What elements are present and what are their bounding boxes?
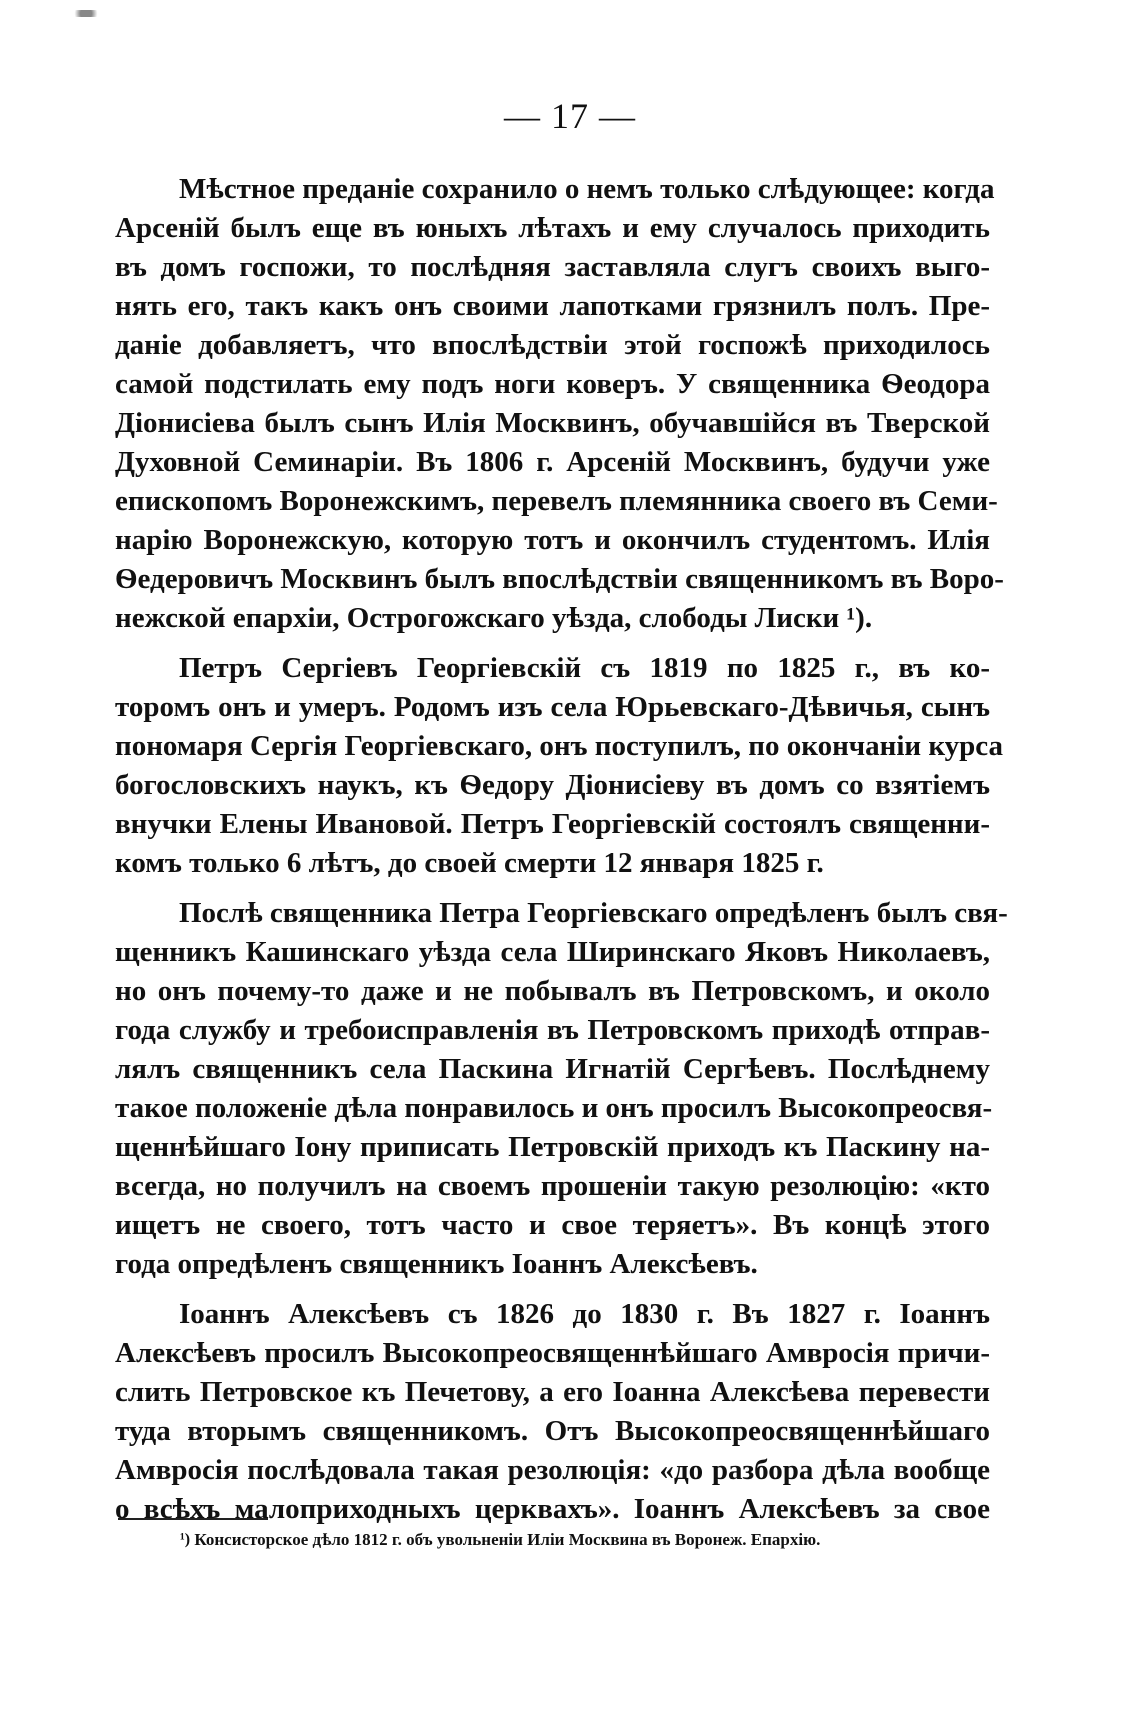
text-line: внучки Елены Ивановой. Петръ Георгіевскій состоялъ священни-	[115, 808, 990, 840]
text-line: года службу и требоисправленія въ Петровскомъ приходѣ отправ-	[115, 1014, 990, 1046]
print-speck	[70, 10, 102, 17]
text-line: Духовной Семинаріи. Въ 1806 г. Арсеній Москвинъ, будучи уже	[115, 446, 990, 478]
text-line: года опредѣленъ священникъ Іоаннъ Алексѣевъ.	[115, 1248, 758, 1280]
paragraph	[115, 649, 1004, 883]
text-line: ищетъ не своего, тотъ часто и свое теряетъ». Въ концѣ этого	[115, 1209, 990, 1241]
text-line: но онъ почему-то даже и не побывалъ въ Петровскомъ, и около	[115, 975, 990, 1007]
footnote	[180, 1528, 980, 1552]
text-line: самой подстилать ему подъ ноги коверъ. У священника Ѳеодора	[115, 368, 990, 400]
text-line: богословскихъ наукъ, къ Ѳедору Діонисіеву въ домъ со взятіемъ	[115, 769, 990, 801]
text-line: Петръ Сергіевъ Георгіевскій съ 1819 по 1825 г., въ ко-	[179, 652, 990, 684]
text-line: туда вторымъ священникомъ. Отъ Высокопреосвященнѣйшаго	[115, 1415, 990, 1447]
text-line: Мѣстное преданіе сохранило о немъ только слѣдующее: когда	[179, 173, 995, 205]
paragraph	[115, 1295, 990, 1529]
text-line: нять его, такъ какъ онъ своими лапотками грязнилъ полъ. Пре-	[115, 290, 990, 322]
text-line: всегда, но получилъ на своемъ прошеніи такую резолюцію: «кто	[115, 1170, 990, 1202]
text-line: Арсеній былъ еще въ юныхъ лѣтахъ и ему случалось приходить	[115, 212, 990, 244]
text-line: Іоаннъ Алексѣевъ съ 1826 до 1830 г. Въ 1827 г. Іоаннъ	[179, 1298, 990, 1330]
paragraph	[115, 170, 1004, 638]
text-line: о всѣхъ малоприходныхъ церквахъ». Іоаннъ Алексѣевъ за свое	[115, 1493, 990, 1525]
body-text	[115, 170, 1008, 1540]
paragraph	[115, 894, 1008, 1284]
text-line: Ѳедеровичъ Москвинъ былъ впослѣдствіи священникомъ въ Воро-	[115, 563, 1004, 595]
text-line: епископомъ Воронежскимъ, перевелъ племянника своего въ Семи-	[115, 485, 998, 517]
text-line: щенникъ Кашинскаго уѣзда села Ширинскаго Яковъ Николаевъ,	[115, 936, 990, 968]
text-line: нарію Воронежскую, которую тотъ и окончилъ студентомъ. Илія	[115, 524, 990, 556]
text-line: нежской епархіи, Острогожскаго уѣзда, слободы Лиски ¹).	[115, 602, 873, 634]
text-line: слить Петровское къ Печетову, а его Іоанна Алексѣева перевести	[115, 1376, 990, 1408]
footnote-mark: ¹)	[180, 1531, 191, 1548]
text-line: Послѣ священника Петра Георгіевскаго опредѣленъ былъ свя-	[179, 897, 1008, 929]
text-line: въ домъ госпожи, то послѣдняя заставляла слугъ своихъ выго-	[115, 251, 990, 283]
text-line: Амвросія послѣдовала такая резолюція: «до разбора дѣла вообще	[115, 1454, 990, 1486]
text-line: комъ только 6 лѣтъ, до своей смерти 12 января 1825 г.	[115, 847, 824, 879]
text-line: такое положеніе дѣла понравилось и онъ просилъ Высокопреосвя-	[115, 1092, 993, 1124]
text-line: Алексѣевъ просилъ Высокопреосвященнѣйшаго Амвросія причи-	[115, 1337, 990, 1369]
text-line: пономаря Сергія Георгіевскаго, онъ поступилъ, по окончаніи курса	[115, 730, 1004, 762]
footnote-divider	[118, 1518, 268, 1520]
text-line: лялъ священникъ села Паскина Игнатій Сергѣевъ. Послѣднему	[115, 1053, 990, 1085]
footnote-text: Консисторское дѣло 1812 г. объ увольненіи Иліи Москвина въ Воронеж. Епархію.	[194, 1530, 821, 1549]
text-line: щеннѣйшаго Іону приписать Петровскій приходъ къ Паскину на-	[115, 1131, 990, 1163]
text-line: Діонисіева былъ сынъ Илія Москвинъ, обучавшійся въ Тверской	[115, 407, 990, 439]
text-line: даніе добавляетъ, что впослѣдствіи этой госпожѣ приходилось	[115, 329, 990, 361]
text-line: торомъ онъ и умеръ. Родомъ изъ села Юрьевскаго-Дѣвичья, сынъ	[115, 691, 990, 723]
page-number: — 17 —	[504, 96, 636, 136]
